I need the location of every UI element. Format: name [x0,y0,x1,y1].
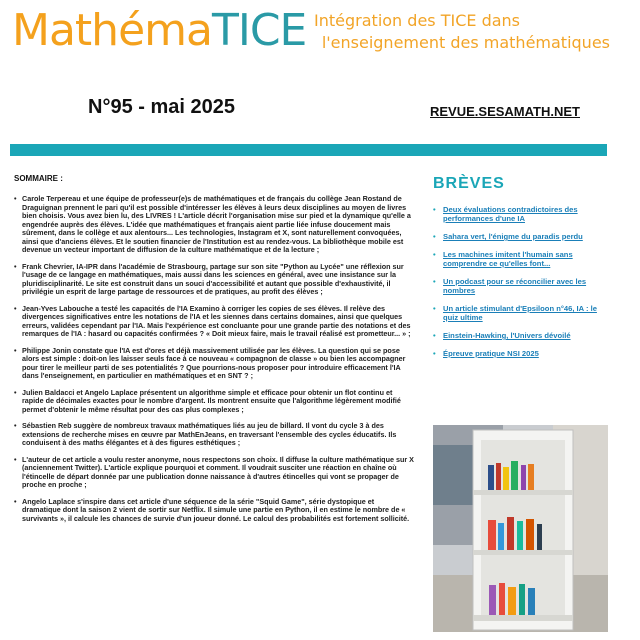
sommaire-item: • Philippe Jonin constate que l'IA est d'ores et déjà massivement utilisée par les élèves. La question qui se pose alors est simple : doit-on les laisser seuls face à ce nouveau « compagnon de classe » ou bien les accompagner pour tirer le meilleur parti de ses potentialités ? Que pourrions-nous proposer pour introduire efficacement l'IA dans l'enseignement, en particulier en mathématiques et en SNT ? ; [14,347,414,381]
sommaire-item: • Julien Baldacci et Angelo Laplace présentent un algorithme simple et efficace pour obtenir un flot continu et rapide de décimales exactes pour le nombre d'argent. Ils montrent ensuite que l'algorithme légèrement modifié permet d'obtenir le même résultat pour des cas plus complexes ; [14,389,414,415]
sommaire-section [14,174,414,531]
bookshelf-photo [433,425,608,632]
breve-link[interactable]: Un podcast pour se réconcilier avec les nombres [443,277,587,295]
bookshelf-illustration [433,425,608,632]
tagline [314,10,610,54]
breves-title: BRÈVES [433,175,505,192]
sommaire-item: • Angelo Laplace s'inspire dans cet article d'une séquence de la série "Squid Game", série dystopique et dramatique dont la saison 2 vient de sortir sur Netflix. Il simule une partie en Python, il en estime le nombre de « survivants », il calcule les chances de survie d'un joueur donné. Le calcul des probabilités est fortement sollicité. [14,498,414,524]
header-divider [10,144,607,156]
sommaire-item: • Jean-Yves Labouche a testé les capacités de l'IA Examino à corriger les copies de ses élèves. Il relève des divergences significatives entre les notations de l'IA et les siennes dans certains domaines, ainsi que quelques erreurs, validées cependant par l'IA. Mais l'expérience est concluante pour une grande partie des notations et des remarques de l'IA : hasard ou capacités confirmées ? « Doit mieux faire, mais le travail réalisé est prometteur... » ; [14,305,414,339]
header-banner [0,0,640,60]
breve-link[interactable]: Les machines imitent l'humain sans comprendre ce qu'elles font... [443,250,573,268]
breve-link[interactable]: Épreuve pratique NSI 2025 [443,349,539,358]
sommaire-item: • Sébastien Reb suggère de nombreux travaux mathématiques liés au jeu de billard. Il vont du cycle 3 à des extensions de recherche mises en œuvre par MathEnJeans, en traversant l'ensemble des cycles éducatifs. Ils conduisent à des maths élégantes et à des figures esthétiques ; [14,422,414,448]
breve-item [433,205,608,223]
tagline-line2: l'enseignement des mathématiques [321,33,610,52]
breve-link[interactable]: Sahara vert, l'énigme du paradis perdu [443,232,583,241]
breve-item [433,232,608,241]
breve-item [433,331,608,340]
sommaire-item: • Carole Terpereau et une équipe de professeur(e)s de mathématiques et de français du collège Jean Rostand de Draguignan prennent le pari qu'il est possible d'intéresser les élèves à leurs deux disciplines au moyen de livres bien choisis. Vous avez bien lu, des LIVRES ! L'article décrit l'organisation mise sur pied et la dynamique qu'elle a engendrée auprès des élèves. L'idée que mathématiques et français aient partie liée infuse doucement mais sûrement, dans le collège et aux alentours... Les technologies, Instagram et X, sont naturellement convoquées, ainsi que d'anciens élèves. Et le soutien financier de l'Institution est au rendez-vous. La bibliothèque mobile est devenue un vecteur important de diffusion de la culture mathématique et de la lecture ; [14,195,414,255]
site-link[interactable]: REVUE.SESAMATH.NET [430,104,580,119]
sommaire-title: SOMMAIRE : [14,174,63,183]
mathematice-logo[interactable] [12,6,306,56]
logo-text-part2: TICE [211,5,307,56]
logo-text-part1: Mathéma [12,5,212,56]
issue-number: N°95 - mai 2025 [88,96,235,118]
breve-link[interactable]: Un article stimulant d'Epsiloon n°46, IA : le quiz ultime [443,304,597,322]
breve-item [433,250,608,268]
breve-item [433,349,608,358]
breve-link[interactable]: Deux évaluations contradictoires des performances d'une IA [443,205,578,223]
breve-item [433,277,608,295]
breves-section [433,175,608,367]
sommaire-list [14,195,414,523]
breve-item [433,304,608,322]
breves-list [433,205,608,358]
sommaire-item: • Frank Chevrier, IA-IPR dans l'académie de Strasbourg, partage sur son site "Python au Lycée" une réflexion sur l'usage de ce langage en mathématiques, mais aussi dans les sciences en général, avec une insistance sur la pluridisciplinarité. Le site est construit dans un souci d'accessibilité et autant que possible d'exhaustivité, il privilégie un esprit de large partage de ressources et de pratiques, au profit des élèves ; [14,263,414,297]
sommaire-item: • L'auteur de cet article a voulu rester anonyme, nous respectons son choix. Il diffuse la culture mathématique sur X (anciennement Twitter). L'article explique pourquoi et comment. Il voudrait susciter une réaction en chaîne où l'étincelle de départ donnée par une publication donne naissance à d'autres étincelles qui vont se propager de proche en proche ; [14,456,414,490]
tagline-line1: Intégration des TICE dans [314,11,520,30]
breve-link[interactable]: Einstein-Hawking, l'Univers dévoilé [443,331,571,340]
